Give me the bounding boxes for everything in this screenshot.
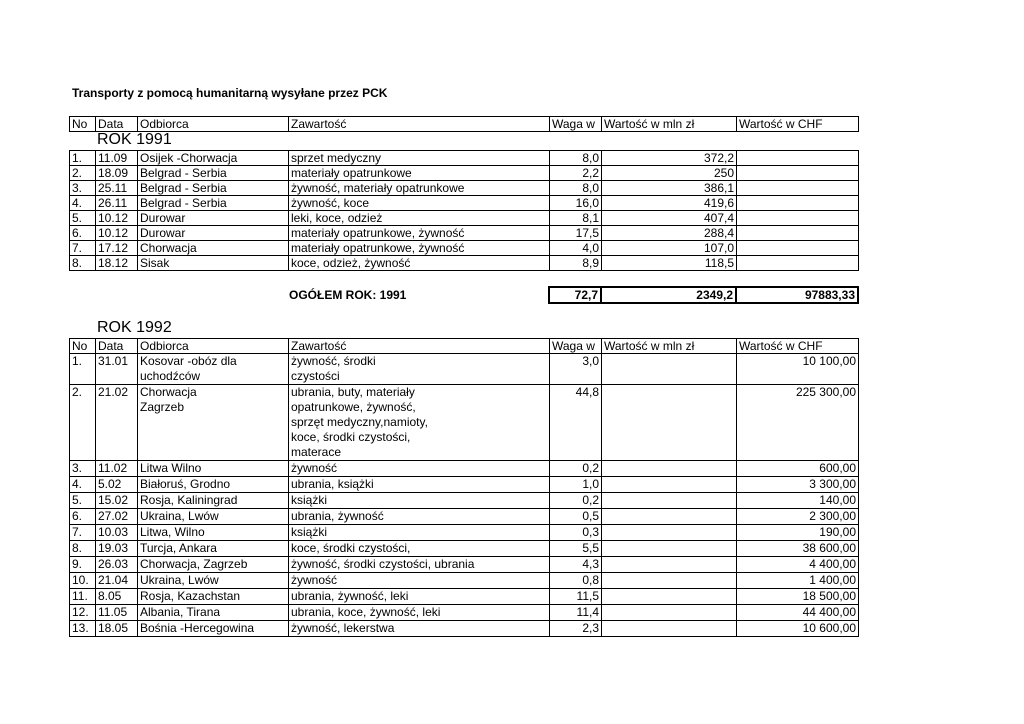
cell-content xyxy=(289,385,550,461)
cell-date: 26.03 xyxy=(96,557,138,573)
col-header-recipient: Odbiorca xyxy=(138,117,289,132)
cell-content xyxy=(289,477,550,493)
cell-date: 25.11 xyxy=(96,181,138,196)
cell-no: 2. xyxy=(70,166,96,181)
cell-recipient-line: Chorwacja, Zagrzeb xyxy=(140,557,248,571)
cell-pln: 372,2 xyxy=(602,151,737,166)
col-header-no: No xyxy=(70,117,96,132)
cell-content xyxy=(289,493,550,509)
cell-date: 19.03 xyxy=(96,541,138,557)
cell-pln xyxy=(602,621,737,637)
cell-no: 7. xyxy=(70,241,96,256)
cell-chf xyxy=(737,166,859,181)
cell-date: 21.04 xyxy=(96,573,138,589)
cell-date: 5.02 xyxy=(96,477,138,493)
cell-recipient xyxy=(138,477,289,493)
cell-chf: 190,00 xyxy=(737,525,859,541)
cell-recipient-line: Litwa Wilno xyxy=(140,461,202,475)
cell-content: materiały opatrunkowe, żywność xyxy=(289,241,550,256)
cell-pln xyxy=(602,541,737,557)
cell-date: 15.02 xyxy=(96,493,138,509)
cell-recipient-line: Bośnia -Hercegowina xyxy=(140,621,255,635)
cell-no: 1. xyxy=(70,354,96,385)
cell-weight: 4,0 xyxy=(550,241,602,256)
cell-content xyxy=(289,509,550,525)
col-header-chf: Wartość w CHF xyxy=(737,339,859,354)
table-row xyxy=(70,151,859,166)
cell-chf: 1 400,00 xyxy=(737,573,859,589)
cell-recipient xyxy=(138,461,289,477)
table-row xyxy=(70,211,859,226)
cell-content: koce, odzież, żywność xyxy=(289,256,550,271)
col-header-pln: Wartość w mln zł xyxy=(602,339,737,354)
cell-recipient xyxy=(138,541,289,557)
cell-weight: 17,5 xyxy=(550,226,602,241)
cell-recipient xyxy=(138,557,289,573)
cell-recipient xyxy=(138,525,289,541)
cell-recipient xyxy=(138,493,289,509)
cell-no: 6. xyxy=(70,226,96,241)
cell-chf: 600,00 xyxy=(737,461,859,477)
cell-content xyxy=(289,354,550,385)
cell-recipient: Belgrad - Serbia xyxy=(138,196,289,211)
cell-date: 11.05 xyxy=(96,605,138,621)
cell-chf xyxy=(737,226,859,241)
cell-weight: 11,4 xyxy=(550,605,602,621)
cell-no: 12. xyxy=(70,605,96,621)
cell-recipient xyxy=(138,385,289,461)
cell-pln: 250 xyxy=(602,166,737,181)
cell-recipient-line: Chorwacja xyxy=(140,385,197,399)
cell-date: 26.11 xyxy=(96,196,138,211)
cell-pln xyxy=(602,573,737,589)
col-header-weight: Waga w xyxy=(550,117,602,132)
table-row xyxy=(70,461,859,477)
cell-pln xyxy=(602,354,737,385)
cell-weight: 4,3 xyxy=(550,557,602,573)
table-row xyxy=(70,196,859,211)
header-row xyxy=(70,339,859,354)
cell-pln xyxy=(602,493,737,509)
cell-no: 10. xyxy=(70,573,96,589)
cell-content-line: koce, środki czystości, xyxy=(291,541,411,555)
cell-date: 11.02 xyxy=(96,461,138,477)
cell-chf: 2 300,00 xyxy=(737,509,859,525)
cell-recipient-line: Albania, Tirana xyxy=(140,605,221,619)
table-row xyxy=(70,573,859,589)
col-header-no: No xyxy=(70,339,96,354)
cell-weight: 0,8 xyxy=(550,573,602,589)
cell-content-line: ubrania, żywność, leki xyxy=(291,589,409,603)
cell-date: 8.05 xyxy=(96,589,138,605)
cell-weight: 1,0 xyxy=(550,477,602,493)
cell-content xyxy=(289,589,550,605)
cell-chf xyxy=(737,181,859,196)
cell-recipient-line: Białoruś, Grodno xyxy=(140,477,231,491)
col-header-date: Data xyxy=(96,117,138,132)
cell-no: 3. xyxy=(70,461,96,477)
cell-content-line: ubrania, koce, żywność, leki xyxy=(291,605,441,619)
cell-recipient-line: Rosja, Kaliningrad xyxy=(140,493,238,507)
table-row xyxy=(70,557,859,573)
cell-no: 7. xyxy=(70,525,96,541)
cell-content-line: ubrania, buty, materiały xyxy=(291,385,415,399)
cell-content: materiały opatrunkowe, żywność xyxy=(289,226,550,241)
cell-content xyxy=(289,621,550,637)
cell-recipient-line: Zagrzeb xyxy=(140,400,185,414)
cell-weight: 8,0 xyxy=(550,151,602,166)
cell-content xyxy=(289,573,550,589)
cell-chf xyxy=(737,241,859,256)
col-header-content: Zawartość xyxy=(289,117,550,132)
cell-content-line: ubrania, książki xyxy=(291,477,374,491)
cell-date: 18.12 xyxy=(96,256,138,271)
cell-pln xyxy=(602,509,737,525)
cell-recipient-line: Kosovar -obóz dla xyxy=(140,354,237,368)
cell-chf xyxy=(737,211,859,226)
table-row xyxy=(70,181,859,196)
cell-no: 8. xyxy=(70,256,96,271)
cell-chf: 38 600,00 xyxy=(737,541,859,557)
col-header-pln: Wartość w mln zł xyxy=(602,117,737,132)
cell-date: 18.05 xyxy=(96,621,138,637)
table-row xyxy=(70,166,859,181)
cell-weight: 5,5 xyxy=(550,541,602,557)
cell-content-line: książki xyxy=(291,525,328,539)
cell-content-line: opatrunkowe, żywność, xyxy=(291,400,416,414)
header-table-1991 xyxy=(69,116,859,132)
cell-content: leki, koce, odzież xyxy=(289,211,550,226)
cell-no: 5. xyxy=(70,211,96,226)
cell-content-line: materace xyxy=(291,445,342,459)
cell-chf: 10 600,00 xyxy=(737,621,859,637)
cell-pln xyxy=(602,461,737,477)
cell-date: 10.03 xyxy=(96,525,138,541)
table-row xyxy=(70,477,859,493)
cell-chf xyxy=(737,196,859,211)
cell-weight: 16,0 xyxy=(550,196,602,211)
cell-date: 27.02 xyxy=(96,509,138,525)
cell-pln xyxy=(602,385,737,461)
cell-content xyxy=(289,525,550,541)
table-row xyxy=(70,256,859,271)
cell-date: 18.09 xyxy=(96,166,138,181)
total-label-1991: OGÓŁEM ROK: 1991 xyxy=(289,288,407,302)
cell-content-line: koce, środki czystości, xyxy=(291,430,411,444)
cell-no: 6. xyxy=(70,509,96,525)
cell-chf xyxy=(737,151,859,166)
cell-weight: 0,2 xyxy=(550,493,602,509)
cell-no: 5. xyxy=(70,493,96,509)
table-row xyxy=(70,385,859,461)
cell-weight: 2,2 xyxy=(550,166,602,181)
cell-chf: 3 300,00 xyxy=(737,477,859,493)
total-pln: 2349,2 xyxy=(601,287,736,303)
cell-date: 31.01 xyxy=(96,354,138,385)
cell-content-line: żywność xyxy=(291,573,338,587)
cell-content: żywność, materiały opatrunkowe xyxy=(289,181,550,196)
cell-no: 8. xyxy=(70,541,96,557)
col-header-chf: Wartość w CHF xyxy=(737,117,859,132)
cell-no: 4. xyxy=(70,196,96,211)
cell-content-line: żywność, lekerstwa xyxy=(291,621,395,635)
cell-no: 2. xyxy=(70,385,96,461)
cell-pln xyxy=(602,557,737,573)
cell-recipient: Osijek -Chorwacja xyxy=(138,151,289,166)
cell-recipient-line: Turcja, Ankara xyxy=(140,541,217,555)
table-row xyxy=(70,493,859,509)
cell-date: 17.12 xyxy=(96,241,138,256)
cell-pln: 118,5 xyxy=(602,256,737,271)
cell-pln xyxy=(602,605,737,621)
total-weight: 72,7 xyxy=(549,287,601,303)
table-row xyxy=(70,226,859,241)
table-1992 xyxy=(69,338,859,637)
table-row xyxy=(70,509,859,525)
cell-recipient-line: Rosja, Kazachstan xyxy=(140,589,241,603)
cell-content-line: sprzęt medyczny,namioty, xyxy=(291,415,428,429)
cell-no: 13. xyxy=(70,621,96,637)
totals-table-1991 xyxy=(548,286,859,304)
year-heading-1992: ROK 1992 xyxy=(97,319,172,336)
header-row xyxy=(70,117,859,132)
cell-recipient xyxy=(138,573,289,589)
cell-pln: 419,6 xyxy=(602,196,737,211)
total-chf: 97883,33 xyxy=(736,287,858,303)
cell-weight: 8,9 xyxy=(550,256,602,271)
cell-chf: 4 400,00 xyxy=(737,557,859,573)
cell-no: 3. xyxy=(70,181,96,196)
cell-content-line: ubrania, żywność xyxy=(291,509,384,523)
cell-content-line: żywność, środki xyxy=(291,354,376,368)
cell-recipient xyxy=(138,509,289,525)
cell-recipient: Durowar xyxy=(138,211,289,226)
table-row xyxy=(70,541,859,557)
cell-pln xyxy=(602,589,737,605)
cell-content xyxy=(289,461,550,477)
cell-recipient: Chorwacja xyxy=(138,241,289,256)
cell-no: 9. xyxy=(70,557,96,573)
cell-content-line: książki xyxy=(291,493,328,507)
year-heading-1991: ROK 1991 xyxy=(97,131,172,148)
cell-date: 21.02 xyxy=(96,385,138,461)
cell-chf: 10 100,00 xyxy=(737,354,859,385)
cell-pln xyxy=(602,477,737,493)
cell-recipient-line: Litwa, Wilno xyxy=(140,525,205,539)
cell-content: materiały opatrunkowe xyxy=(289,166,550,181)
cell-weight: 2,3 xyxy=(550,621,602,637)
col-header-date: Data xyxy=(96,339,138,354)
table-row xyxy=(70,354,859,385)
table-row xyxy=(70,605,859,621)
table-row xyxy=(70,241,859,256)
cell-recipient: Belgrad - Serbia xyxy=(138,181,289,196)
cell-chf xyxy=(737,256,859,271)
cell-weight: 0,5 xyxy=(550,509,602,525)
cell-no: 11. xyxy=(70,589,96,605)
document-title: Transporty z pomocą humanitarną wysyłane przez PCK xyxy=(72,86,388,100)
cell-content: sprzet medyczny xyxy=(289,151,550,166)
cell-content xyxy=(289,605,550,621)
col-header-content: Zawartość xyxy=(289,339,550,354)
cell-no: 4. xyxy=(70,477,96,493)
cell-recipient: Durowar xyxy=(138,226,289,241)
cell-chf: 225 300,00 xyxy=(737,385,859,461)
cell-weight: 8,0 xyxy=(550,181,602,196)
col-header-recipient: Odbiorca xyxy=(138,339,289,354)
cell-content-line: żywność, środki czystości, ubrania xyxy=(291,557,475,571)
cell-no: 1. xyxy=(70,151,96,166)
cell-content xyxy=(289,557,550,573)
table-1991 xyxy=(69,150,859,271)
table-row xyxy=(70,525,859,541)
cell-content xyxy=(289,541,550,557)
cell-recipient xyxy=(138,605,289,621)
cell-recipient xyxy=(138,621,289,637)
cell-date: 11.09 xyxy=(96,151,138,166)
cell-date: 10.12 xyxy=(96,211,138,226)
cell-pln: 107,0 xyxy=(602,241,737,256)
cell-content-line: żywność xyxy=(291,461,338,475)
cell-recipient: Belgrad - Serbia xyxy=(138,166,289,181)
cell-weight: 44,8 xyxy=(550,385,602,461)
cell-weight: 8,1 xyxy=(550,211,602,226)
cell-chf: 44 400,00 xyxy=(737,605,859,621)
cell-weight: 3,0 xyxy=(550,354,602,385)
cell-recipient xyxy=(138,354,289,385)
cell-recipient-line: Ukraina, Lwów xyxy=(140,509,219,523)
cell-pln: 407,4 xyxy=(602,211,737,226)
table-row xyxy=(70,589,859,605)
col-header-weight: Waga w xyxy=(550,339,602,354)
cell-pln: 386,1 xyxy=(602,181,737,196)
cell-weight: 11,5 xyxy=(550,589,602,605)
table-row xyxy=(70,621,859,637)
cell-chf: 140,00 xyxy=(737,493,859,509)
cell-recipient xyxy=(138,589,289,605)
cell-pln: 288,4 xyxy=(602,226,737,241)
cell-recipient: Sisak xyxy=(138,256,289,271)
cell-chf: 18 500,00 xyxy=(737,589,859,605)
cell-weight: 0,3 xyxy=(550,525,602,541)
cell-content-line: czystości xyxy=(291,369,340,383)
cell-content: żywność, koce xyxy=(289,196,550,211)
cell-recipient-line: uchodźców xyxy=(140,369,201,383)
cell-date: 10.12 xyxy=(96,226,138,241)
cell-recipient-line: Ukraina, Lwów xyxy=(140,573,219,587)
cell-pln xyxy=(602,525,737,541)
cell-weight: 0,2 xyxy=(550,461,602,477)
